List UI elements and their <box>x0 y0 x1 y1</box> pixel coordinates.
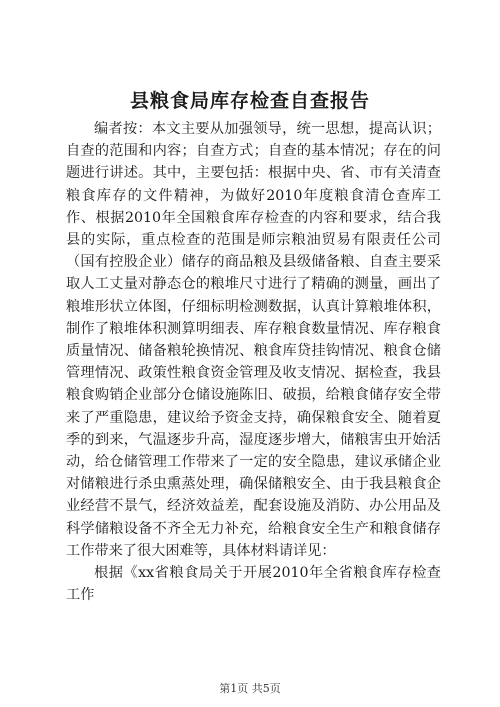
document-body <box>66 118 441 606</box>
paragraph-basis: 根据《xx省粮食局关于开展2010年全省粮食库存检查工作 <box>66 565 441 604</box>
document-title: 县粮食局库存检查自查报告 <box>129 90 370 112</box>
paragraph-editor-note: 编者按：本文主要从加强领导，统一思想，提高认识；自查的范围和内容；自查方式；自查的基本情况；存在的问题进行讲述。其中，主要包括：根据中央、省、市有关清查粮食库存的文件精神，为做好2010年度粮食清仓查库工作、根据2010年全国粮食库存检查的内容和要求，结合我县的实际，重点检查的范围是师宗粮油贸易有限责任公司（国有控股企业）储存的商品粮及县级储备粮、自查主要采取人工丈量对静态仓的粮堆尺寸进行了精确的测量，画出了粮堆形状立体图，仔细标明检测数据，认真计算粮堆体积，制作了粮堆体积测算明细表、库存粮食数量情况、库存粮食质量情况、储备粮轮换情况、粮食库贷挂钩情况、粮食仓储管理情况、政策性粮食资金管理及收支情况、据检查，我县粮食购销企业部分仓储设施陈旧、破损，给粮食储存安全带来了严重隐患，建议给予资金支持，确保粮食安全、随着夏季的到来，气温逐步升高，湿度逐步增大，储粮害虫开始活动，给仓储管理工作带来了一定的安全隐患，建议承储企业对储粮进行杀虫熏蒸处理，确保储粮安全、由于我县粮食企业经营不景气，经济效益差，配套设施及消防、办公用品及科学储粮设备不齐全无力补充，给粮食安全生产和粮食储存工作带来了很大困难等，具体材料请详见： <box>66 121 441 559</box>
page-footer: 第1页 共5页 <box>219 682 281 695</box>
